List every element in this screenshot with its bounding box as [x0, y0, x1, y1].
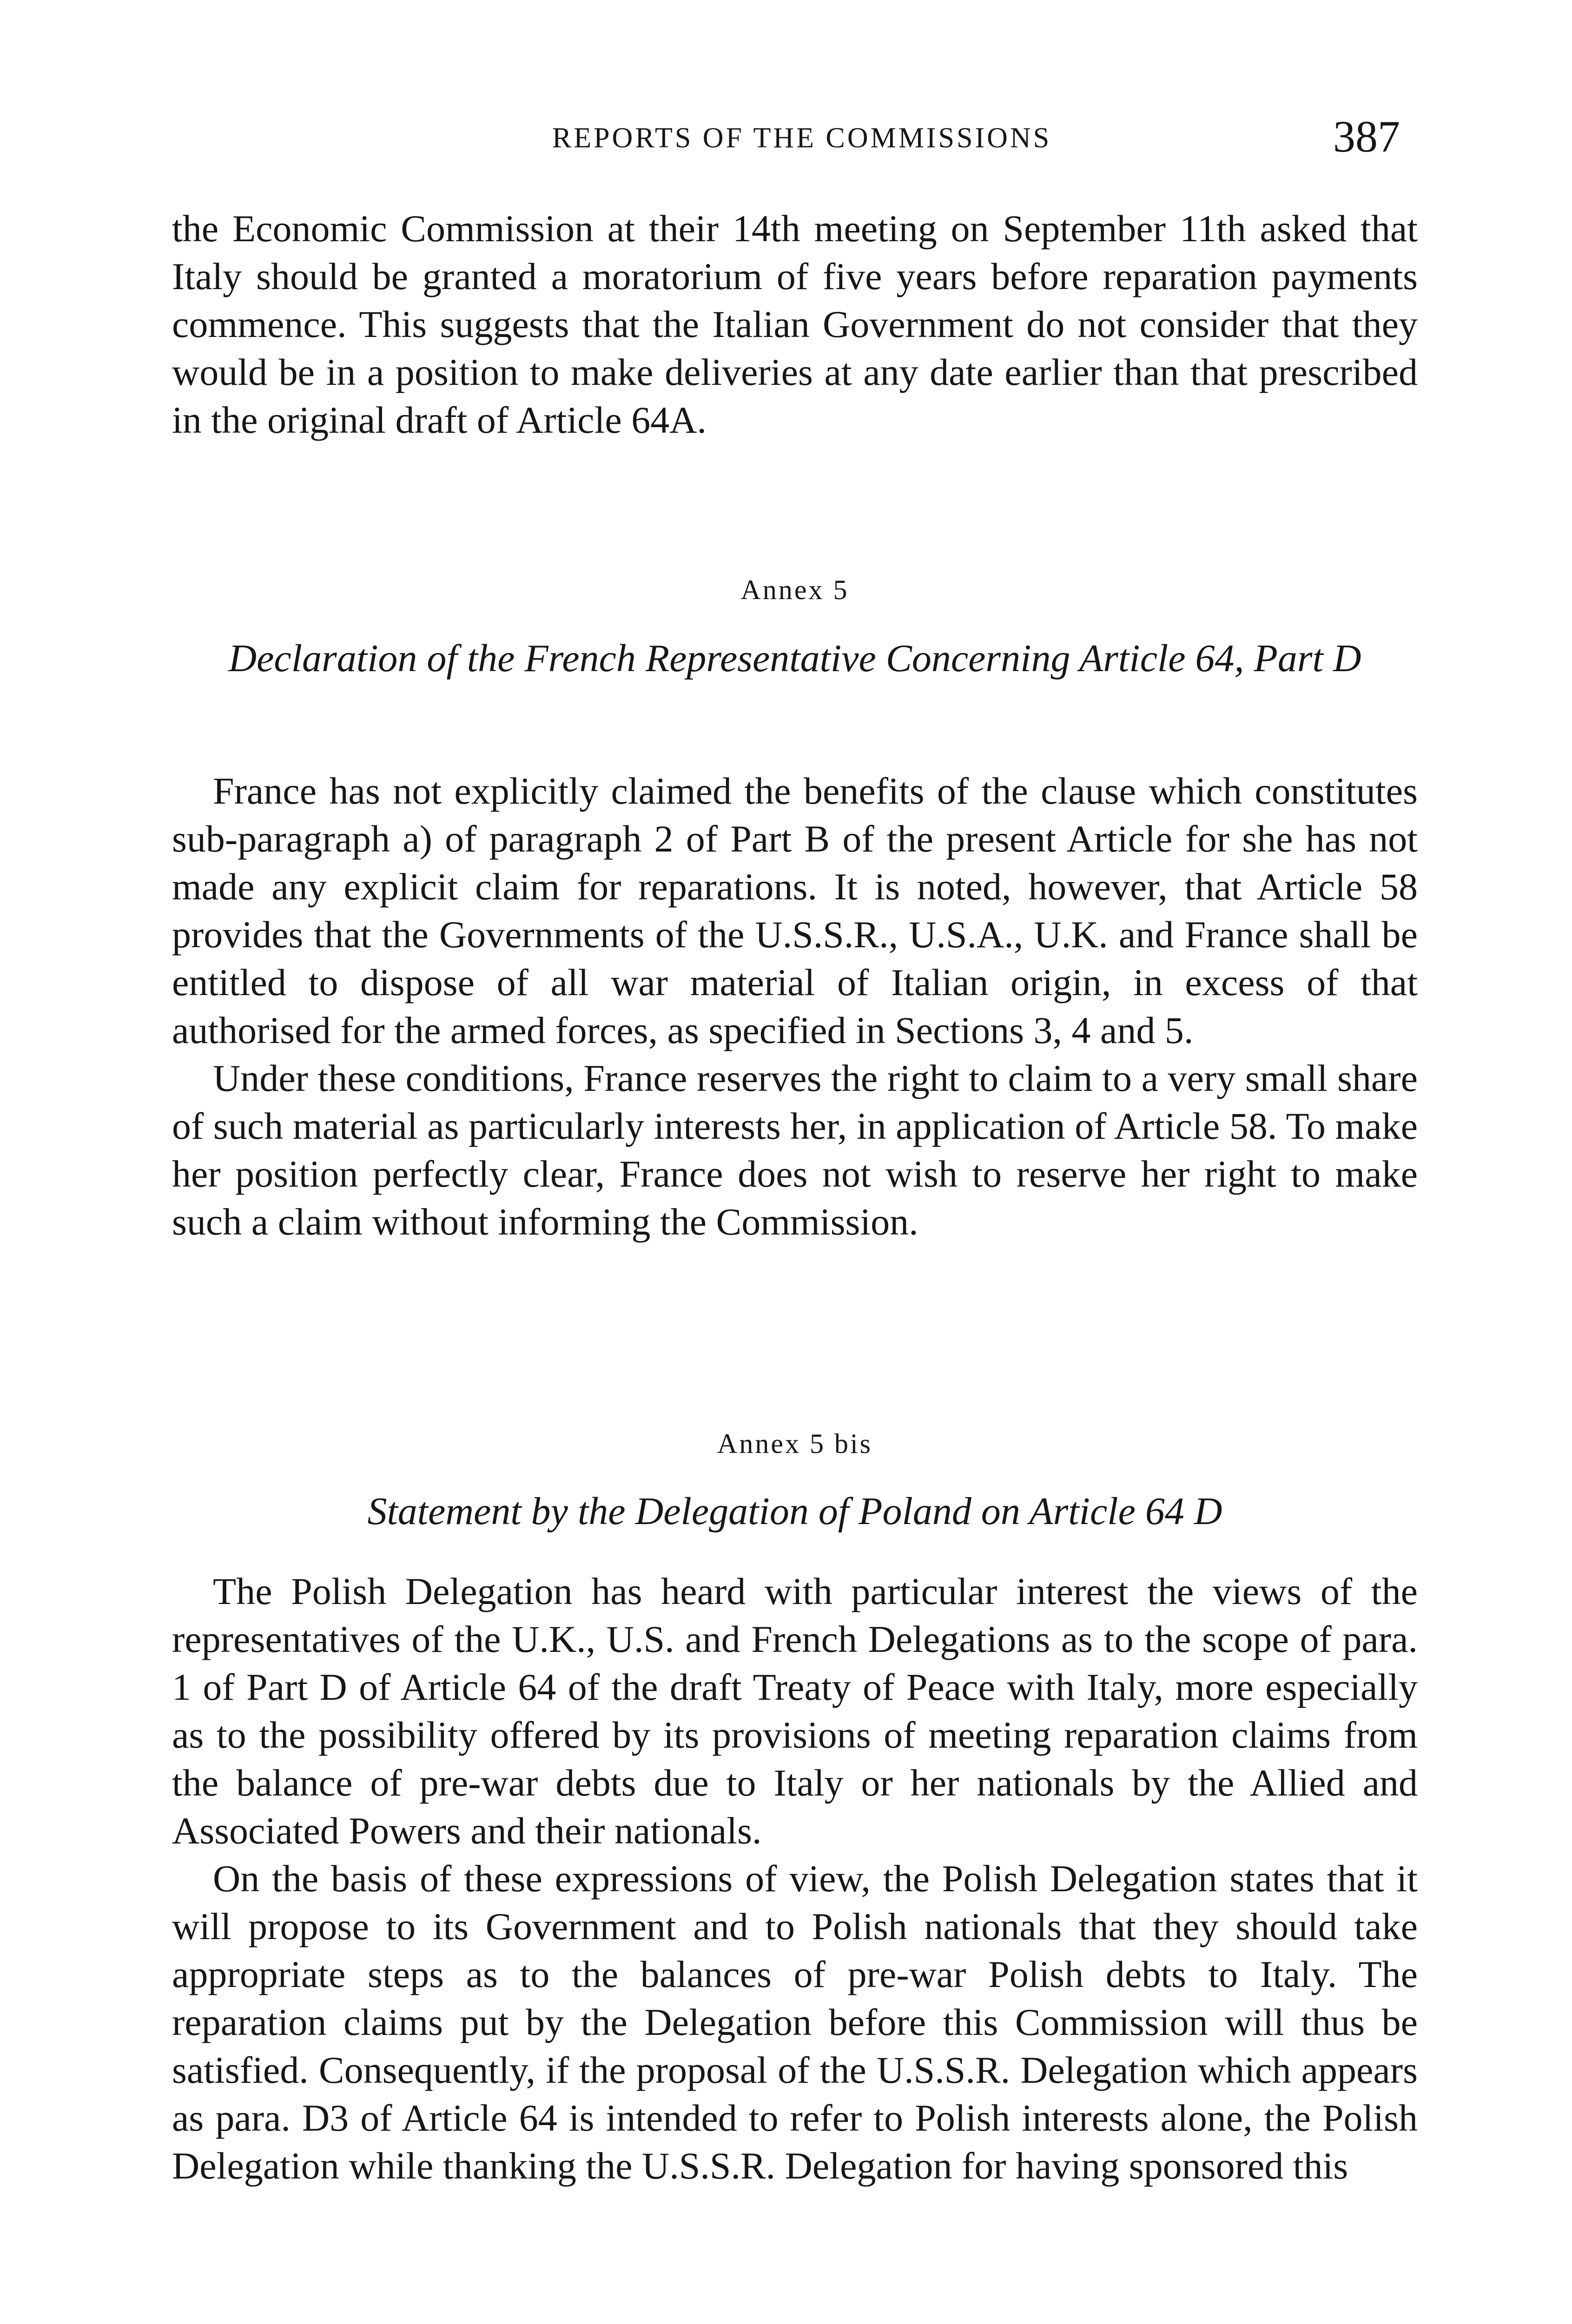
running-head: REPORTS OF THE COMMISSIONS [552, 122, 1052, 154]
intro-section [172, 205, 1418, 444]
annex-5-paragraph-2: Under these conditions, France reserves the right to claim to a very small share of such material as particularly interests her, in application of Article 58. To make her position perfectly clear, France does not wish to reserve her right to make such a claim without informing the Commission. [172, 1057, 1418, 1243]
annex-5-bis-title: Statement by the Delegation of Poland on Article 64 D [367, 1490, 1222, 1533]
annex-5-paragraph-1: France has not explicitly claimed the benefits of the clause which constitutes sub-paragraph a) of paragraph 2 of Part B of the present Article for she has not made any explicit claim for reparations. It is noted, however, that Article 58 provides that the Governments of the U.S.S.R., U.S.A., U.K. and France shall be entitled to dispose of all war material of Italian origin, in excess of that authorised for the armed forces, as specified in Sections 3, 4 and 5. [172, 770, 1418, 1051]
annex-5-bis-paragraph-2: On the basis of these expressions of view, the Polish Delegation states that it will propose to its Government and to Polish nationals that they should take appropriate steps as to the balances of pre-war Polish debts to Italy. The reparation claims put by the Delegation before this Commission will thus be satisfied. Consequently, if the proposal of the U.S.S.R. Delegation which appears as para. D3 of Article 64 is intended to refer to Polish interests alone, the Polish Delegation while thanking the U.S.S.R. Delegation for having sponsored this [172, 1857, 1418, 2187]
intro-paragraph: the Economic Commission at their 14th meeting on September 11th asked that Italy should be granted a moratorium of five years before reparation payments commence. This suggests that the Italian Government do not consider that they would be in a position to make deliveries at any date earlier than that prescribed in the original draft of Article 64A. [172, 207, 1418, 441]
annex-5-bis-paragraph-1: The Polish Delegation has heard with particular interest the views of the representatives of the U.K., U.S. and French Delegations as to the scope of para. 1 of Part D of Article 64 of the draft Treaty of Peace with Italy, more especially as to the possibility offered by its provisions of meeting reparation claims from the balance of pre-war debts due to Italy or her nationals by the Allied and Associated Powers and their nationals. [172, 1570, 1418, 1852]
annex-5-title: Declaration of the French Representative Concerning Article 64, Part D [228, 637, 1361, 680]
annex-5-body [172, 767, 1418, 1246]
annex-5-label: Annex 5 [740, 574, 849, 605]
annex-5-bis-label: Annex 5 bis [717, 1428, 872, 1459]
annex-5-bis-body [172, 1567, 1418, 2190]
page-number: 387 [1333, 112, 1400, 161]
